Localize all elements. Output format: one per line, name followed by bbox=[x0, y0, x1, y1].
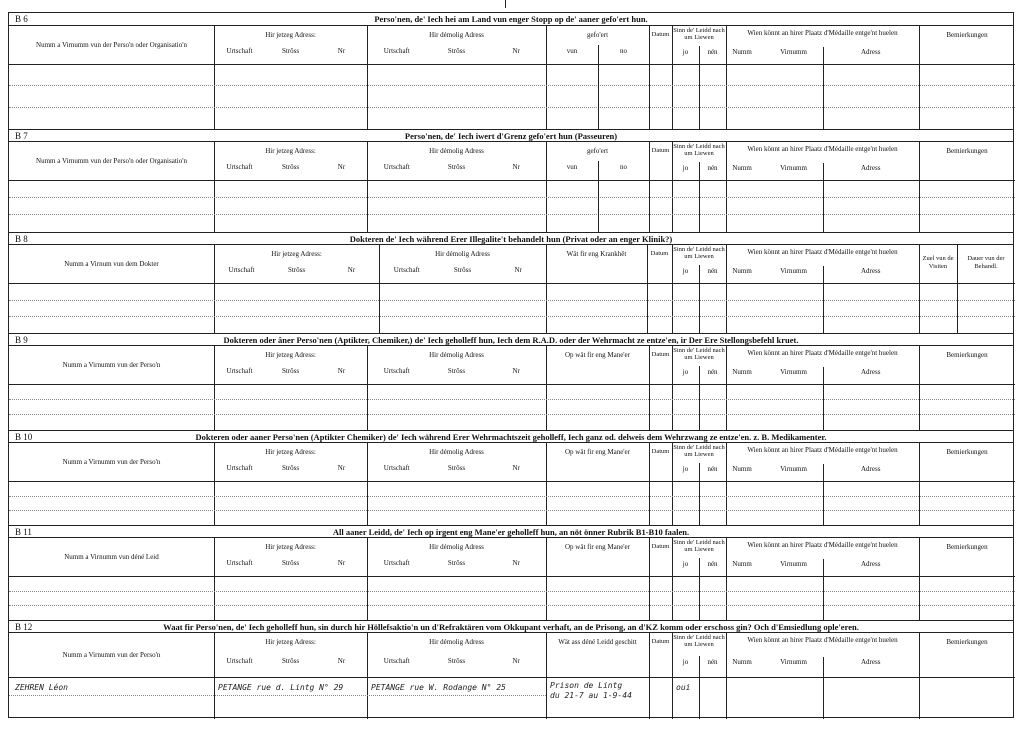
section-title: Dokteren de' Iech während Erer Illegalite't behandelt hun (Privat oder an enger Klinik?) bbox=[349, 234, 673, 244]
column-rule bbox=[919, 26, 920, 129]
recipient-firstname-subheader: Virnumm bbox=[780, 48, 807, 56]
name-column-header: Numm a Virnumm vun der Perso'n bbox=[62, 651, 161, 659]
alive-column-header: Sinn de' Leidd nach um Liewen bbox=[673, 539, 725, 553]
section-title: All aaner Leidd, de' Iech op irgent eng Mane'er geholleff hun, an nöt önner Rubrik B1-B10 faalen. bbox=[332, 527, 690, 537]
recipient-address-subheader: Adress bbox=[861, 267, 881, 275]
split-rule bbox=[823, 266, 824, 333]
entry-what-happened-dates: du 21-7 au 1-9-44 bbox=[550, 691, 632, 700]
column-rule bbox=[649, 26, 650, 129]
current-address-header: Hir jetzeg Adress: bbox=[265, 638, 316, 646]
recipient-firstname-subheader: Virnumm bbox=[780, 465, 807, 473]
page-top-mark bbox=[505, 0, 506, 8]
street-subheader: Strôss bbox=[447, 464, 466, 472]
date-column-header: Datum bbox=[651, 31, 670, 38]
no-subheader: nén bbox=[707, 560, 718, 568]
date-column-header: Datum bbox=[651, 448, 670, 455]
detail-column-header: Op wät fir eng Mane'er bbox=[564, 543, 630, 551]
section-b9 bbox=[9, 333, 1013, 430]
section-code: B 11 bbox=[15, 527, 32, 537]
section-title: Perso'nen, de' Iech hei am Land vun enger Stopp op de' aaner gefo'ert hun. bbox=[374, 14, 648, 24]
questionnaire-form bbox=[8, 12, 1014, 718]
yes-subheader: jo bbox=[682, 48, 689, 56]
column-rule bbox=[546, 142, 547, 232]
section-code: B 12 bbox=[15, 622, 33, 632]
dotted-rule bbox=[9, 300, 1015, 301]
dotted-rule bbox=[9, 591, 1015, 592]
dotted-rule bbox=[9, 214, 1015, 215]
current-address-header: Hir jetzeg Adress: bbox=[265, 147, 316, 155]
street-subheader: Strôss bbox=[447, 367, 466, 375]
column-rule bbox=[546, 245, 547, 333]
town-subheader: Urtschaft bbox=[226, 464, 253, 472]
section-b10 bbox=[9, 430, 1013, 525]
town-subheader: Urtschaft bbox=[226, 163, 253, 171]
yes-subheader: jo bbox=[682, 164, 689, 172]
column-rule bbox=[546, 443, 547, 525]
header-rule bbox=[9, 180, 1015, 181]
town-subheader: Urtschaft bbox=[383, 367, 410, 375]
column-rule bbox=[726, 26, 727, 129]
dotted-rule bbox=[9, 85, 1015, 86]
alive-column-header: Sinn de' Leidd nach um Liewen bbox=[673, 444, 725, 458]
alive-column-header: Sinn de' Leidd nach um Liewen bbox=[673, 347, 725, 361]
split-rule bbox=[699, 265, 700, 333]
former-address-header: Hir démolig Adress bbox=[429, 31, 484, 39]
recipient-surname-subheader: Numm bbox=[732, 465, 752, 473]
from-subheader: vun bbox=[566, 47, 578, 55]
dotted-rule bbox=[9, 695, 546, 696]
remarks-column-header: Bemierkungen bbox=[946, 351, 988, 359]
town-subheader: Urtschaft bbox=[393, 266, 420, 274]
no-subheader: nén bbox=[707, 658, 718, 666]
column-rule bbox=[546, 538, 547, 620]
section-header bbox=[9, 232, 1013, 245]
town-subheader: Urtschaft bbox=[226, 559, 253, 567]
column-rule bbox=[726, 245, 727, 333]
current-address-header: Hir jetzeg Adress: bbox=[271, 250, 322, 258]
section-header bbox=[9, 13, 1013, 26]
date-column-header: Datum bbox=[651, 147, 670, 154]
recipient-surname-subheader: Numm bbox=[732, 560, 752, 568]
alive-column-header: Sinn de' Leidd nach um Liewen bbox=[673, 143, 725, 157]
alive-column-header: Sinn de' Leidd nach um Liewen bbox=[673, 634, 725, 648]
column-rule bbox=[379, 245, 380, 333]
medal-recipient-header: Wien könnt an hirer Plaatz d'Médaille entge'nt huelen bbox=[747, 349, 898, 357]
town-subheader: Urtschaft bbox=[383, 657, 410, 665]
former-address-header: Hir démolig Adress bbox=[429, 147, 484, 155]
current-address-header: Hir jetzeg Adress: bbox=[265, 31, 316, 39]
dotted-rule bbox=[9, 510, 1015, 511]
header-rule bbox=[9, 677, 1015, 678]
section-code: B 10 bbox=[15, 432, 33, 442]
number-subheader: Nr bbox=[337, 464, 346, 472]
no-subheader: nén bbox=[707, 48, 718, 56]
current-address-header: Hir jetzeg Adress: bbox=[265, 543, 316, 551]
date-column-header: Datum bbox=[651, 543, 670, 550]
detail-column-header: Op wät fir eng Mane'er bbox=[564, 351, 630, 359]
entry-former-address: PETANGE rue W. Rodange N° 25 bbox=[371, 683, 506, 692]
recipient-address-subheader: Adress bbox=[861, 560, 881, 568]
street-subheader: Strôss bbox=[287, 266, 306, 274]
no-subheader: nén bbox=[707, 164, 718, 172]
header-rule bbox=[9, 384, 1015, 385]
remarks-column-header: Bemierkungen bbox=[946, 448, 988, 456]
section-table bbox=[9, 245, 1013, 333]
dotted-rule bbox=[9, 107, 1015, 108]
column-rule bbox=[726, 538, 727, 620]
number-subheader: Nr bbox=[337, 163, 346, 171]
detail-column-header: Op wät fir eng Mane'er bbox=[564, 448, 630, 456]
header-rule bbox=[9, 64, 1015, 65]
number-subheader: Nr bbox=[514, 266, 522, 274]
section-table bbox=[9, 346, 1013, 430]
yes-subheader: jo bbox=[682, 465, 689, 473]
street-subheader: Strôss bbox=[281, 367, 300, 375]
column-rule bbox=[367, 142, 368, 232]
remarks-column-header: Bemierkungen bbox=[946, 31, 988, 39]
town-subheader: Urtschaft bbox=[226, 367, 253, 375]
section-table bbox=[9, 538, 1013, 620]
column-rule bbox=[647, 245, 648, 333]
section-code: B 7 bbox=[15, 131, 28, 141]
number-subheader: Nr bbox=[337, 657, 346, 665]
to-subheader: no bbox=[620, 163, 627, 171]
split-rule bbox=[699, 162, 700, 232]
medal-recipient-header: Wien könnt an hirer Plaatz d'Médaille entge'nt huelen bbox=[747, 248, 898, 256]
name-column-header: Numm a Virnumm vun der Perso'n bbox=[62, 458, 161, 466]
section-code: B 9 bbox=[15, 335, 28, 345]
recipient-firstname-subheader: Virnumm bbox=[780, 368, 807, 376]
street-subheader: Strôss bbox=[281, 657, 300, 665]
column-rule bbox=[672, 26, 673, 129]
town-subheader: Urtschaft bbox=[226, 657, 253, 665]
medal-recipient-header: Wien könnt an hirer Plaatz d'Médaille entge'nt huelen bbox=[747, 541, 898, 549]
recipient-firstname-subheader: Virnumm bbox=[780, 164, 807, 172]
yes-subheader: jo bbox=[682, 658, 689, 666]
street-subheader: Strôss bbox=[281, 47, 300, 55]
name-column-header: Numm a Virnum vun dem Dokter bbox=[64, 260, 159, 268]
section-header bbox=[9, 620, 1013, 633]
name-column-header: Numm a Virnumm vun der Perso'n bbox=[62, 361, 161, 369]
recipient-surname-subheader: Numm bbox=[732, 368, 752, 376]
recipient-address-subheader: Adress bbox=[861, 48, 881, 56]
date-column-header: Datum bbox=[651, 351, 670, 358]
street-subheader: Strôss bbox=[281, 464, 300, 472]
medal-recipient-header: Wien könnt an hirer Plaatz d'Médaille entge'nt huelen bbox=[747, 636, 898, 644]
split-rule bbox=[598, 45, 599, 129]
detail-column-header: gefo'ert bbox=[586, 147, 609, 155]
column-rule bbox=[649, 142, 650, 232]
number-subheader: Nr bbox=[347, 266, 356, 274]
recipient-firstname-subheader: Virnumm bbox=[780, 267, 807, 275]
remarks-column-header: Bemierkungen bbox=[946, 147, 988, 155]
entry-name: ZEHREN Léon bbox=[15, 683, 68, 692]
recipient-surname-subheader: Numm bbox=[732, 164, 752, 172]
former-address-header: Hir démolig Adress bbox=[435, 250, 490, 258]
column-rule bbox=[919, 142, 920, 232]
section-title: Waat fir Perso'nen, de' Iech geholleff hun, sin durch hir Höllefsaktio'n un d'Refraktären vom Okkupant verhaft, an de Prisong, an d'KZ komm oder erschoss gin? Och d'Emsiedlung ople'eren. bbox=[163, 622, 859, 632]
split-rule bbox=[598, 161, 599, 232]
dotted-rule bbox=[9, 316, 1015, 317]
recipient-address-subheader: Adress bbox=[861, 465, 881, 473]
alive-column-header: Sinn de' Leidd nach um Liewen bbox=[673, 27, 725, 41]
section-code: B 8 bbox=[15, 234, 28, 244]
current-address-header: Hir jetzeg Adress: bbox=[265, 351, 316, 359]
number-subheader: Nr bbox=[512, 163, 520, 171]
section-code: B 6 bbox=[15, 14, 28, 24]
section-table bbox=[9, 26, 1013, 129]
town-subheader: Urtschaft bbox=[383, 464, 410, 472]
split-rule bbox=[823, 559, 824, 620]
column-rule bbox=[214, 142, 215, 232]
detail-column-header: Wät fir eng Krankhêt bbox=[566, 250, 627, 258]
section-header bbox=[9, 333, 1013, 346]
former-address-header: Hir démolig Adress bbox=[429, 448, 484, 456]
street-subheader: Strôss bbox=[447, 163, 466, 171]
recipient-surname-subheader: Numm bbox=[732, 48, 752, 56]
column-rule bbox=[726, 346, 727, 430]
section-table bbox=[9, 633, 1013, 719]
dotted-rule bbox=[9, 197, 1015, 198]
town-subheader: Urtschaft bbox=[383, 47, 410, 55]
column-rule bbox=[726, 443, 727, 525]
name-column-header: Numm a Virnumm vun der Perso'n oder Organisatio'n bbox=[36, 157, 187, 165]
current-address-header: Hir jetzeg Adress: bbox=[265, 448, 316, 456]
column-rule bbox=[214, 245, 215, 333]
dotted-rule bbox=[9, 496, 1015, 497]
number-subheader: Nr bbox=[337, 367, 346, 375]
street-subheader: Strôss bbox=[281, 559, 300, 567]
street-subheader: Strôss bbox=[281, 163, 300, 171]
section-b8 bbox=[9, 232, 1013, 333]
remarks-column-header: Bemierkungen bbox=[946, 638, 988, 646]
section-title: Dokteren oder âner Perso'nen (Aptikter, Chemiker,) de' Iech geholleff hun, Iech dem R.A.D. oder der Wehrmacht ze entze'en, ir Der Ere Stellongsbefehl kruet. bbox=[223, 335, 799, 345]
no-subheader: nén bbox=[707, 267, 718, 275]
section-b12 bbox=[9, 620, 1013, 719]
street-subheader: Strôss bbox=[447, 559, 466, 567]
recipient-firstname-subheader: Virnumm bbox=[780, 560, 807, 568]
dotted-rule bbox=[9, 605, 1015, 606]
yes-subheader: jo bbox=[682, 368, 689, 376]
entry-alive-yes: oui bbox=[676, 683, 691, 692]
town-subheader: Urtschaft bbox=[383, 163, 410, 171]
entry-current-address: PETANGE rue d. Lintg N° 29 bbox=[218, 683, 344, 692]
section-b11 bbox=[9, 525, 1013, 620]
section-title: Dokteren oder aaner Perso'nen (Aptikter Chemiker) de' Iech während Erer Wehrmachtszeit geholleff, Iech ganz od. delweis dem Wehrzwang ze entze'en. z. B. Medikamenter. bbox=[195, 432, 827, 442]
street-subheader: Strôss bbox=[447, 47, 466, 55]
no-subheader: nén bbox=[707, 465, 718, 473]
number-subheader: Nr bbox=[512, 47, 520, 55]
section-b7 bbox=[9, 129, 1013, 232]
recipient-address-subheader: Adress bbox=[861, 658, 881, 666]
former-address-header: Hir démolig Adress bbox=[429, 543, 484, 551]
split-rule bbox=[699, 46, 700, 129]
recipient-address-subheader: Adress bbox=[861, 368, 881, 376]
column-rule bbox=[367, 26, 368, 129]
town-subheader: Urtschaft bbox=[228, 266, 255, 274]
medal-recipient-header: Wien könnt an hirer Plaatz d'Médaille entge'nt huelen bbox=[747, 446, 898, 454]
remarks-column-header: Bemierkungen bbox=[946, 543, 988, 551]
dotted-rule bbox=[9, 399, 1015, 400]
date-column-header: Datum bbox=[650, 250, 669, 257]
number-subheader: Nr bbox=[512, 657, 520, 665]
number-subheader: Nr bbox=[337, 559, 346, 567]
detail-column-header: Wät ass déné Leidd geschitt bbox=[558, 638, 637, 646]
number-subheader: Nr bbox=[512, 367, 520, 375]
header-rule bbox=[9, 576, 1015, 577]
recipient-surname-subheader: Numm bbox=[732, 658, 752, 666]
street-subheader: Strôss bbox=[447, 657, 466, 665]
recipient-firstname-subheader: Virnumm bbox=[780, 658, 807, 666]
street-subheader: Strôss bbox=[453, 266, 472, 274]
column-rule bbox=[214, 26, 215, 129]
number-subheader: Nr bbox=[512, 464, 520, 472]
column-rule bbox=[726, 142, 727, 232]
section-table bbox=[9, 443, 1013, 525]
split-rule bbox=[823, 657, 824, 719]
column-rule bbox=[546, 633, 547, 719]
former-address-header: Hir démolig Adress bbox=[429, 638, 484, 646]
alive-column-header: Sinn de' Leidd nach um Liewen bbox=[673, 246, 725, 260]
name-column-header: Numm a Virnumm vun déné Leid bbox=[64, 553, 159, 561]
entry-what-happened: Prison de Lintg bbox=[550, 681, 623, 690]
section-b6 bbox=[9, 13, 1013, 129]
section-header bbox=[9, 525, 1013, 538]
yes-subheader: jo bbox=[682, 267, 689, 275]
name-column-header: Numm a Virnumm vun der Perso'n oder Organisatio'n bbox=[36, 41, 187, 49]
recipient-address-subheader: Adress bbox=[861, 164, 881, 172]
duration-column-header: Dauer vun der Behandl. bbox=[967, 255, 1005, 270]
split-rule bbox=[823, 464, 824, 525]
medal-recipient-header: Wien könnt an hirer Plaatz d'Médaille entge'nt huelen bbox=[747, 145, 898, 153]
dotted-rule bbox=[9, 414, 1015, 415]
split-rule bbox=[823, 367, 824, 430]
medal-recipient-header: Wien könnt an hirer Plaatz d'Médaille entge'nt huelen bbox=[747, 29, 898, 37]
number-subheader: Nr bbox=[512, 559, 520, 567]
section-header bbox=[9, 430, 1013, 443]
recipient-surname-subheader: Numm bbox=[732, 267, 752, 275]
header-rule bbox=[9, 481, 1015, 482]
town-subheader: Urtschaft bbox=[226, 47, 253, 55]
header-rule bbox=[9, 283, 1015, 284]
from-subheader: vun bbox=[566, 163, 578, 171]
split-rule bbox=[823, 47, 824, 129]
former-address-header: Hir démolig Adress bbox=[429, 351, 484, 359]
town-subheader: Urtschaft bbox=[383, 559, 410, 567]
section-title: Perso'nen, de' Iech iwert d'Grenz gefo'ert hun (Passeuren) bbox=[404, 131, 618, 141]
section-table bbox=[9, 142, 1013, 232]
date-column-header: Datum bbox=[651, 638, 670, 645]
yes-subheader: jo bbox=[682, 560, 689, 568]
number-subheader: Nr bbox=[337, 47, 346, 55]
visits-column-header: Zuel vun de Visiten bbox=[922, 255, 954, 270]
split-rule bbox=[823, 163, 824, 232]
column-rule bbox=[726, 633, 727, 719]
column-rule bbox=[546, 26, 547, 129]
to-subheader: no bbox=[620, 47, 627, 55]
section-header bbox=[9, 129, 1013, 142]
detail-column-header: gefo'ert bbox=[586, 31, 609, 39]
no-subheader: nén bbox=[707, 368, 718, 376]
column-rule bbox=[546, 346, 547, 430]
